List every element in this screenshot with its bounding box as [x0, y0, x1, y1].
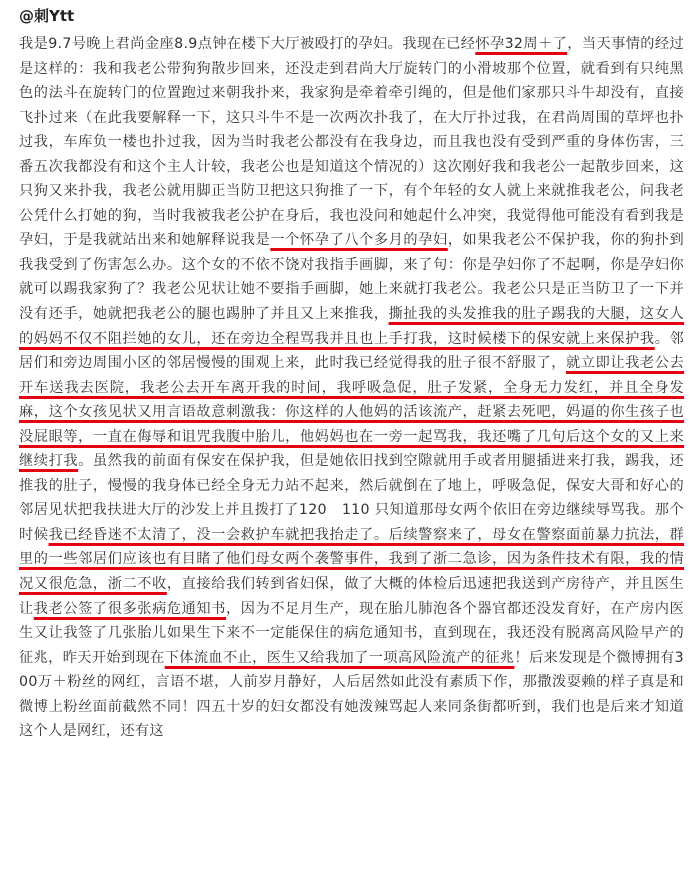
body-text-segment: 。邻居们和旁边周围小区的邻居慢慢的围观上来，此时我已经觉得我的肚子很不舒服了， — [19, 330, 684, 372]
body-text-segment: 。虽然我的前面有保安在保护我，但是她依旧找到空隙就用手或者用腿插进来打我，踢我，还推我的肚子，慢慢的我身体已经全身无力站不起来，然后就倒在了地上，呼吸急促，保安大哥和好心的邻居见状把我扶进大厅的沙发上并且拨打了120 110 只知道那母女两个依旧在旁边继续辱骂我。那个时候 — [19, 453, 684, 543]
body-text-segment: ，因为不足月生产，现在胎儿肺泡各个器官都还没发育好，在产房内医生又让我签了几张胎儿如果生下来不一定能保住的病危通知书，直到现在，我还没有脱离高风险早产的征兆，昨天开始到现在 — [19, 600, 684, 666]
highlighted-text: 下体流血不止，医生又给我加了一项高风险流产的征兆 — [164, 649, 515, 666]
highlighted-text: 我已经昏迷不太清了，没一会救护车就把我抬走了。后续警察来了，母女在警察面前暴力抗法，群里的一些邻居们应该也有目睹了他们母女两个袭警事件，我到了浙二急诊，因为条件技术有限，我的情况又很危急，浙二不收 — [19, 526, 684, 593]
body-text-segment: 我是9.7号晚上君尚金座8.9点钟在楼下大厅被殴打的孕妇。我现在已经 — [19, 36, 476, 52]
highlighted-text: 一个怀孕了八个多月的孕妇 — [270, 232, 448, 249]
body-text-segment: ，当天事情的经过是这样的：我和我老公带狗狗散步回来，还没走到君尚大厅旋转门的小滑坡那个位置，就看到有只纯黑色的法斗在旋转门的位置跑过来朝我扑来，我家狗是牵着牵引绳的，但是他们家那只斗牛却没有，直接飞扑过来（在此我要解释一下，这只斗牛不是一次两次扑我了，在大厅扑过我，在君尚周围的草坪也扑过我，车库负一楼也扑过我，因为当时我老公都没有在我身边，而且我也没有受到严重的身体伤害，三番五次我都没有和这个主人计较，我老公也是知道这个情况的）这次刚好我和我老公一起散步回来，这只狗又来扑我，我老公就用脚正当防卫把这只狗推了一下，有个年轻的女人就上来就推我老公，问我老公凭什么打她的狗，当时我被我老公护在身后，我也没问和她起什么冲突，我觉得他可能没有看到我是孕妇，于是我就站出来和她解释说我是 — [19, 36, 685, 249]
highlighted-text: 我老公签了很多张病危通知书 — [33, 600, 226, 617]
highlighted-text: 就立即让我老公去开车送我去医院，我老公去开车离开我的时间，我呼吸急促，肚子发紧，全身无力发红，并且全身发麻，这个女孩见状又用言语故意刺激我：你这样的人他妈的活该流产，赶紧去死吧，妈逼的你生孩子也没屁眼等，一直在侮辱和诅咒我腹中胎儿，他妈妈也在一旁一起骂我，我还嘴了几句后这个女的又上来继续打我 — [19, 355, 684, 470]
body-text-segment: ！后来发现是个微博拥有300万＋粉丝的网红，言语不堪，人前岁月静好，人后居然如此没有素质下作，那撒泼耍赖的样子真是和微博上粉丝面前截然不同！四五十岁的妇女都没有她泼辣骂起人来同条街都听到，我们也是后来才知道这个人是网红，还有这 — [19, 649, 684, 740]
highlighted-text: 怀孕32周＋了 — [475, 36, 568, 52]
highlighted-text: 撕扯我的头发推我的肚子踢我的大腿，这女人的妈妈不仅不阻拦她的女儿，还在旁边全程骂我并且也上手打我，这时候楼下的保安就上来保护我 — [19, 306, 684, 347]
body-text-segment: ，直接给我们转到省妇保，做了大概的体检后迅速把我送到产房待产，并且医生让 — [19, 576, 684, 617]
post-author[interactable]: @刺Ytt — [19, 7, 75, 25]
post-body — [19, 32, 684, 744]
body-text-segment: ，如果我老公不保护我，你的狗扑到我我受到了伤害怎么办。这个女的不依不饶对我指手画脚，来了句：你是孕妇你了不起啊，你是孕妇你就可以踢我家狗了？我老公见状让她不要指手画脚，她上来就打我老公。我老公只是正当防卫了一下并没有还手，她就把我老公的腿也踢肿了并且又上来推我， — [19, 232, 684, 323]
